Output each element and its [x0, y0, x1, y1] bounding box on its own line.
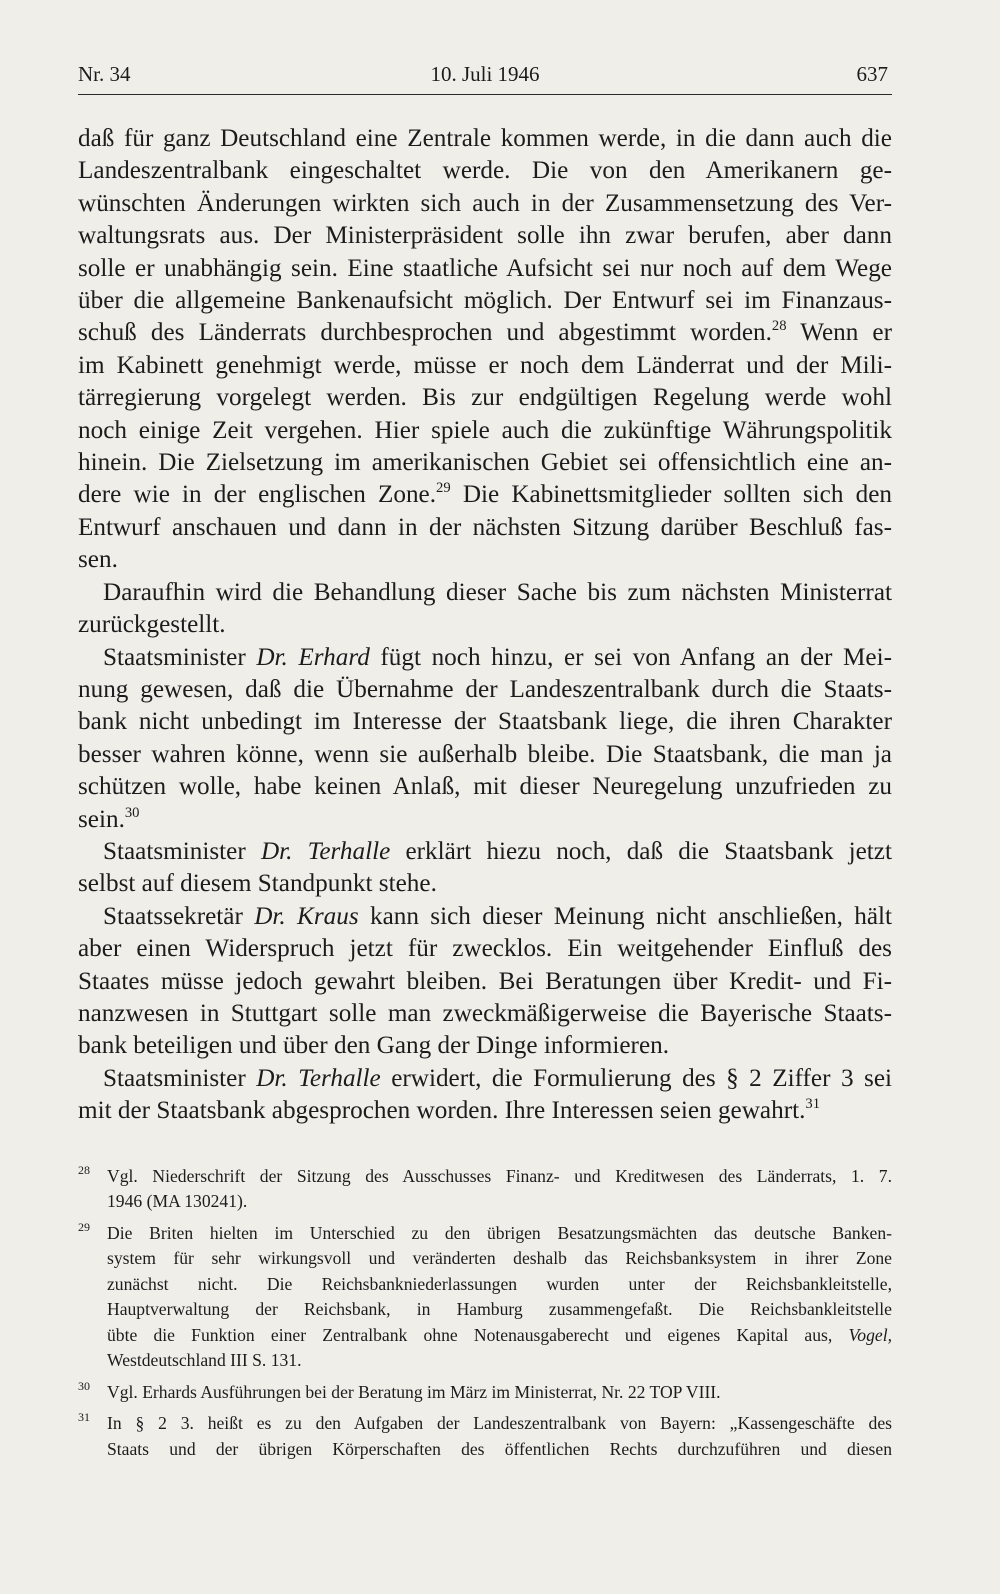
footnote-line: Die Briten hielten im Unterschied zu den übrigen Besatzungsmächten das deutsche Banken-: [107, 1222, 892, 1243]
footnote-ref-31[interactable]: 31: [805, 1095, 820, 1112]
text-line: Landeszentralbank eingeschaltet werde. Die von den Amerikanern ge-: [78, 157, 892, 185]
text-run: Die Kabinettsmitglieder sollten sich den: [450, 481, 892, 509]
person-name: Dr. Erhard: [256, 643, 370, 671]
text-line: bank beteiligen und über den Gang der Dinge informieren.: [78, 1032, 670, 1060]
footnote-line: system für sehr wirkungsvoll und veränderten deshalb das Reichsbanksystem in ihrer Zone: [107, 1248, 892, 1269]
text-line: zurückgestellt.: [78, 611, 226, 639]
text-line: Daraufhin wird die Behandlung dieser Sache bis zum nächsten Ministerrat: [103, 578, 892, 606]
text-line: im Kabinett genehmigt werde, müsse er noch dem Länderrat und der Mili-: [78, 351, 892, 379]
text-run: erklärt hiezu noch, daß die Staatsbank jetzt: [390, 837, 892, 865]
text-line: nanzwesen in Stuttgart solle man zweckmäßigerweise die Bayerische Staats-: [78, 999, 892, 1027]
running-header: [78, 62, 892, 95]
text-line: besser wahren könne, wenn sie außerhalb bleibe. Die Staatsbank, die man ja: [78, 740, 892, 768]
text-line: [78, 479, 892, 511]
document-page: [78, 62, 892, 1468]
paragraph-3: [78, 642, 892, 836]
text-line: [78, 901, 892, 933]
text-line: wünschten Änderungen wirkten sich auch in der Zusammensetzung des Ver-: [78, 189, 892, 217]
footnote-number: 29: [78, 1219, 90, 1234]
text-run: kann sich dieser Meinung nicht anschließen, hält: [358, 902, 892, 930]
text-line: nung gewesen, daß die Übernahme der Landeszentralbank durch die Staats-: [78, 675, 892, 703]
text-line: schützen wolle, habe keinen Anlaß, mit dieser Neuregelung unzufrieden zu: [78, 773, 892, 801]
text-run: erwidert, die Formulierung des § 2 Ziffer 3 sei: [380, 1064, 892, 1092]
text-line: Entwurf anschauen und dann in der nächsten Sitzung darüber Beschluß fas-: [78, 513, 892, 541]
text-run: Wenn er: [786, 319, 892, 347]
main-text: [78, 123, 892, 1128]
text-line: noch einige Zeit vergehen. Hier spiele auch die zukünftige Währungspolitik: [78, 416, 892, 444]
paragraph-1: [78, 123, 892, 577]
footnote-line: [107, 1323, 892, 1349]
text-line: tärregierung vorgelegt werden. Bis zur endgültigen Regelung werde wohl: [78, 384, 892, 412]
document-number: Nr. 34: [78, 62, 131, 86]
footnote-line: Vgl. Niederschrift der Sitzung des Ausschusses Finanz- und Kreditwesen des Länderrats, 1. 7.: [107, 1165, 892, 1186]
text-line: [78, 804, 892, 836]
text-line: [78, 642, 892, 674]
page-number: 637: [856, 62, 888, 86]
text-line: solle er unabhängig sein. Eine staatliche Aufsicht sei nur noch auf dem Wege: [78, 254, 892, 282]
footnote-ref-30[interactable]: 30: [124, 804, 140, 821]
footnote-line: Westdeutschland III S. 131.: [107, 1350, 302, 1371]
paragraph-4: [78, 836, 892, 901]
text-run: mit der Staatsbank abgesprochen worden. Ihre Interessen seien gewahrt.: [78, 1097, 806, 1125]
person-name: Dr. Terhalle: [260, 837, 391, 865]
footnote-30: [78, 1380, 892, 1406]
person-name: Dr. Kraus: [254, 902, 359, 930]
footnote-line: In § 2 3. heißt es zu den Aufgaben der Landeszentralbank von Bayern: „Kassengeschäfte des: [107, 1413, 892, 1434]
footnote-31: [78, 1411, 892, 1462]
text-run: schuß des Länderrats durchbesprochen und abgestimmt worden.: [78, 319, 772, 347]
footnote-line: Hauptverwaltung der Reichsbank, in Hamburg zusammengefaßt. Die Reichsbankleitstelle: [107, 1299, 892, 1320]
author-name: Vogel,: [848, 1324, 892, 1345]
text-run: dere wie in der englischen Zone.: [78, 481, 437, 509]
text-line: aber einen Widerspruch jetzt für zwecklos. Ein weitgehender Einfluß des: [78, 935, 892, 963]
footnote-ref-28[interactable]: 28: [771, 318, 787, 335]
footnote-line: zunächst nicht. Die Reichsbankniederlassungen wurden unter der Reichsbankleitstelle,: [107, 1273, 892, 1294]
text-run: Staatsminister: [103, 837, 261, 865]
text-line: sen.: [78, 546, 118, 574]
footnote-number: 28: [78, 1162, 90, 1177]
footnote-number: 31: [78, 1410, 90, 1425]
footnote-line: 1946 (MA 130241).: [107, 1191, 248, 1212]
text-run: übte die Funktion einer Zentralbank ohne Notenausgaberecht und eigenes Kapital aus,: [107, 1324, 849, 1345]
person-name: Dr. Terhalle: [256, 1064, 381, 1092]
paragraph-6: [78, 1063, 892, 1128]
text-run: Staatsminister: [103, 1064, 257, 1092]
text-line: [78, 1095, 892, 1127]
footnote-line: Staats und der übrigen Körperschaften des öffentlichen Rechts durchzuführen und diesen: [107, 1438, 892, 1459]
footnote-line: Vgl. Erhards Ausführungen bei der Beratung im März im Ministerrat, Nr. 22 TOP VIII.: [107, 1381, 721, 1402]
text-line: Staates müsse jedoch gewahrt bleiben. Bei Beratungen über Kredit- und Fi-: [78, 967, 892, 995]
footnote-ref-29[interactable]: 29: [436, 480, 451, 497]
footnote-28: [78, 1164, 892, 1215]
text-run: fügt noch hinzu, er sei von Anfang an der Mei-: [369, 643, 892, 671]
text-line: [78, 1063, 892, 1095]
text-run: Staatsminister: [103, 643, 257, 671]
text-line: [78, 836, 892, 868]
text-line: waltungsrats aus. Der Ministerpräsident solle ihn zwar berufen, aber dann: [78, 222, 892, 250]
footnotes: [78, 1164, 892, 1463]
text-line: daß für ganz Deutschland eine Zentrale kommen werde, in die dann auch die: [78, 125, 892, 152]
text-line: über die allgemeine Bankenaufsicht möglich. Der Entwurf sei im Finanzaus-: [78, 287, 892, 315]
text-run: Staatssekretär: [103, 902, 255, 930]
footnote-number: 30: [78, 1378, 90, 1393]
document-date: 10. Juli 1946: [430, 62, 540, 86]
text-line: hinein. Die Zielsetzung im amerikanischen Gebiet sei offensichtlich eine an-: [78, 449, 892, 477]
text-line: bank nicht unbedingt im Interesse der Staatsbank liege, die ihren Charakter: [78, 708, 892, 736]
text-line: [78, 317, 892, 349]
paragraph-2: [78, 577, 892, 642]
footnote-29: [78, 1221, 892, 1374]
text-run: sein.: [78, 805, 125, 833]
text-line: selbst auf diesem Standpunkt stehe.: [78, 870, 437, 898]
paragraph-5: [78, 901, 892, 1063]
